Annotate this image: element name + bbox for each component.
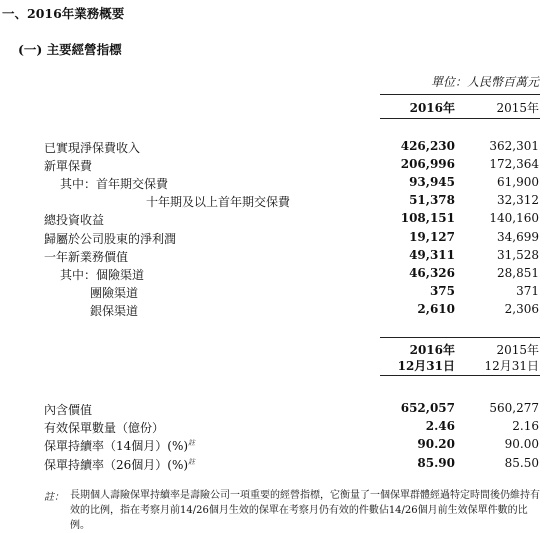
row-label [44, 419, 164, 436]
table1-row [0, 139, 557, 155]
table2-col-2016-line2: 12月31日 [397, 359, 455, 373]
row-label: 歸屬於公司股東的淨利潤 [44, 231, 177, 246]
table1-row [0, 302, 557, 318]
table1-col-2016: 2016年 [409, 101, 455, 115]
value-2016: 206,996 [400, 157, 455, 172]
table2-row [0, 456, 557, 472]
footnote-text: 長期個人壽險保單持續率是壽險公司一項重要的經營指標，它衡量了一個保單群體經過特定時間後仍維持有效的比例，指在考察月前14/26個月生效的保單在考察月仍有效的件數佔14/26個月前生效保單件數的比例。 [70, 490, 540, 531]
table1-row [0, 284, 557, 300]
table1-row [0, 230, 557, 246]
row-label: 其中：個險渠道 [60, 267, 145, 282]
note-ref: 註 [188, 439, 196, 448]
value-2015: 2,306 [504, 301, 539, 316]
table1-row [0, 157, 557, 173]
value-2015: 28,851 [497, 265, 539, 280]
value-2015: 34,699 [497, 229, 539, 244]
row-label: 新單保費 [44, 159, 93, 174]
value-2016: 375 [429, 283, 455, 298]
section-title: 一、2016年業務概要 [2, 6, 125, 21]
table1-col-2015: 2015年 [496, 101, 539, 115]
table2-col-2016-line1: 2016年 [409, 343, 455, 357]
row-label-text: 有效保單數量（億份） [44, 421, 165, 436]
unit-label: 單位：人民幣百萬元 [430, 75, 539, 89]
value-2016: 652,057 [400, 401, 455, 415]
value-2016: 90.20 [417, 437, 455, 452]
table1-row [0, 175, 557, 191]
table1-header-rule [380, 118, 540, 119]
row-label [44, 401, 92, 418]
value-2015: 90.00 [504, 437, 539, 452]
value-2016: 93,945 [409, 175, 455, 190]
footnote-mark: 註： [44, 492, 64, 503]
value-2015: 140,160 [489, 211, 539, 226]
value-2015: 371 [516, 283, 539, 298]
value-2015: 32,312 [497, 193, 539, 208]
row-label: 其中：首年期交保費 [60, 177, 169, 192]
table1-top-rule [380, 94, 540, 95]
table1-row [0, 193, 557, 209]
row-label: 十年期及以上首年期交保費 [146, 195, 291, 210]
value-2015: 2.16 [512, 419, 539, 434]
value-2016: 19,127 [409, 229, 455, 244]
table2-row [0, 419, 557, 435]
note-ref: 註 [188, 457, 196, 466]
row-label-text: 保單持續率（14個月）(%) [44, 439, 189, 454]
row-label: 團險渠道 [90, 285, 139, 300]
row-label: 銀保渠道 [90, 303, 139, 318]
row-label: 總投資收益 [44, 213, 105, 228]
row-label [44, 456, 195, 473]
value-2015: 85.50 [504, 455, 539, 470]
value-2016: 2.46 [425, 419, 455, 434]
row-label [44, 437, 195, 454]
value-2016: 85.90 [417, 455, 455, 470]
table2-row [0, 437, 557, 453]
row-label: 已實現淨保費收入 [44, 141, 141, 155]
value-2016: 46,326 [409, 265, 455, 280]
table2-top-rule [380, 337, 540, 338]
row-label-text: 內含價值 [44, 403, 93, 417]
row-label: 一年新業務價值 [44, 249, 129, 264]
value-2015: 362,301 [489, 139, 539, 153]
table1-row [0, 266, 557, 282]
value-2015: 560,277 [489, 401, 539, 415]
value-2016: 49,311 [409, 247, 455, 262]
table2-col-2015-line2: 12月31日 [484, 359, 539, 373]
value-2016: 426,230 [400, 139, 455, 153]
table1-row [0, 248, 557, 264]
subsection-title: (一) 主要經營指標 [18, 42, 122, 57]
value-2016: 2,610 [417, 301, 455, 316]
value-2016: 108,151 [400, 211, 455, 226]
table2-col-2015-line1: 2015年 [496, 343, 539, 357]
table2-row [0, 401, 557, 417]
table2-header-rule [380, 375, 540, 376]
table1-row [0, 211, 557, 227]
value-2015: 31,528 [497, 247, 539, 262]
value-2016: 51,378 [409, 193, 455, 208]
value-2015: 61,900 [497, 175, 539, 190]
value-2015: 172,364 [489, 157, 539, 172]
row-label-text: 保單持續率（26個月）(%) [44, 457, 189, 472]
